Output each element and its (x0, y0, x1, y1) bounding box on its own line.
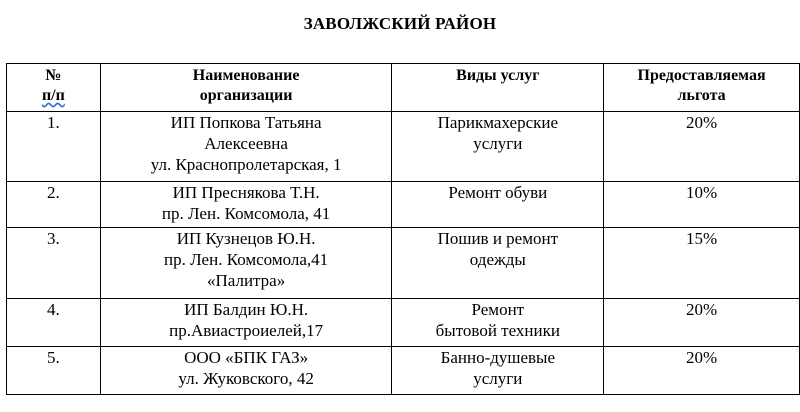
page-title: ЗАВОЛЖСКИЙ РАЙОН (303, 14, 497, 33)
org-line: пр. Лен. Комсомола, 41 (161, 204, 331, 223)
org-line: ИП Кузнецов Ю.Н. (176, 229, 316, 248)
row-number: 2. (7, 182, 101, 228)
org-line: пр. Лен. Комсомола,41 (164, 250, 329, 269)
org-line: ИП Попкова Татьяна (170, 113, 322, 132)
org-line: Алексеевна (204, 134, 288, 153)
header-org-line2: организации (199, 87, 293, 104)
header-number-line2: п/п (41, 87, 65, 104)
org-line: ул. Краснопролетарская, 1 (150, 155, 342, 174)
header-discount-line1: Предоставляемая (637, 67, 766, 84)
service-line: бытовой техники (435, 321, 560, 340)
service-line: услуги (473, 369, 523, 388)
row-number: 5. (7, 347, 101, 395)
header-organization (100, 64, 392, 112)
service-cell (392, 228, 604, 299)
service-line: Парикмахерские (437, 113, 559, 132)
org-line: пр.Авиастроиелей,17 (169, 321, 324, 340)
header-discount (604, 64, 800, 112)
table-header-row (7, 64, 800, 112)
header-service-label: Виды услуг (456, 67, 540, 84)
table-row (7, 299, 800, 347)
organizations-table (6, 63, 800, 395)
org-line: ООО «БПК ГАЗ» (184, 348, 309, 367)
row-number: 4. (7, 299, 101, 347)
service-line: Пошив и ремонт (437, 229, 559, 248)
row-number: 1. (7, 112, 101, 182)
service-line: Ремонт обуви (448, 183, 548, 202)
table-row (7, 112, 800, 182)
header-number (7, 64, 101, 112)
header-service (392, 64, 604, 112)
organization-cell (100, 299, 392, 347)
row-number: 3. (7, 228, 101, 299)
organization-cell (100, 228, 392, 299)
table-row (7, 347, 800, 395)
service-line: услуги (473, 134, 523, 153)
header-org-line1: Наименование (192, 67, 300, 84)
service-line: Банно-душевые (440, 348, 556, 367)
service-cell (392, 182, 604, 228)
discount-cell: 10% (604, 182, 800, 228)
table-row (7, 228, 800, 299)
discount-cell: 20% (604, 112, 800, 182)
organization-cell (100, 347, 392, 395)
org-line: ИП Балдин Ю.Н. (184, 300, 309, 319)
discount-cell: 20% (604, 347, 800, 395)
org-line: «Палитра» (206, 271, 286, 290)
service-line: Ремонт (471, 300, 525, 319)
org-line: ИП Преснякова Т.Н. (172, 183, 320, 202)
header-discount-line2: льгота (677, 87, 726, 104)
service-line: одежды (469, 250, 526, 269)
discount-cell: 15% (604, 228, 800, 299)
organization-cell (100, 182, 392, 228)
header-number-line1: № (45, 67, 62, 84)
discount-cell: 20% (604, 299, 800, 347)
organization-cell (100, 112, 392, 182)
service-cell (392, 347, 604, 395)
table-row (7, 182, 800, 228)
service-cell (392, 299, 604, 347)
org-line: ул. Жуковского, 42 (178, 369, 314, 388)
service-cell (392, 112, 604, 182)
